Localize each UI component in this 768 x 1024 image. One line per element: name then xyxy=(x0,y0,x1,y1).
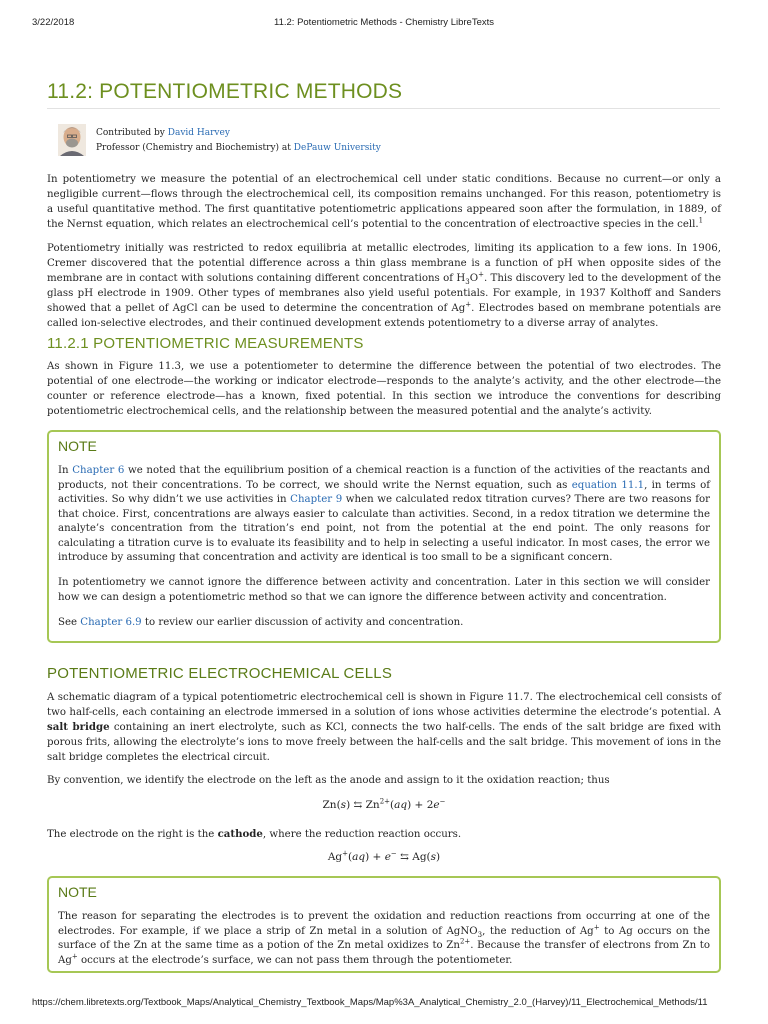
note-box-activities xyxy=(47,430,721,643)
note-paragraph: See Chapter 6.9 to review our earlier discussion of activity and concentration. xyxy=(58,617,464,628)
section-heading-cells: POTENTIOMETRIC ELECTROCHEMICAL CELLS xyxy=(47,665,393,682)
institution-link[interactable]: DePauw University xyxy=(293,143,381,153)
equation-11-1-link[interactable]: equation 11.1 xyxy=(571,479,645,491)
note-heading: NOTE xyxy=(58,438,97,454)
contributed-by-line: Contributed by David Harvey xyxy=(96,128,230,138)
chapter-6-link[interactable]: Chapter 6 xyxy=(72,465,125,476)
salt-bridge-term: salt bridge xyxy=(47,721,110,733)
chapter-6-9-link[interactable]: Chapter 6.9 xyxy=(80,617,142,628)
author-link[interactable]: David Harvey xyxy=(167,128,230,138)
measurements-paragraph: As shown in Figure 11.3, we use a potentiometer to determine the difference between the potential of two electrodes. The potential of one electrode—the working or indicator electrode—responds to the analyte’s activity, and the other electrode—the counter or reference electrode—has a known, fixed potential. In this section we introduce the conventions for describing potentiometric electrochemical cells, and the relationship between the measured potential and the analyte’s activity. xyxy=(47,361,721,417)
reduction-equation: Ag+(aq) + e− ⇆ Ag(s) xyxy=(327,849,441,863)
cells-paragraph: A schematic diagram of a typical potentiometric electrochemical cell is shown in Figure 11.7. The electrochemical cell consists of two half-cells, each containing an electrode immersed in a solution of ions whose activities determine the electrode’s potential. A salt bridge containing an inert electrolyte, such as KCl, connects the two half-cells. The ends of the salt bridge are fixed with porous frits, allowing the electrolyte’s ions to move freely between the half-cells and the salt bridge. This movement of ions in the salt bridge completes the electrical circuit. xyxy=(47,692,721,763)
note-paragraph: The reason for separating the electrodes is to prevent the oxidation and reduction reactions from occurring at one of the electrodes. For example, if we place a strip of Zn metal in a solution of AgNO$_3$, the reduction of Ag+ to Ag occurs on the surface of the Zn at the same time as a potion of the Zn metal oxidizes to $Zn^{2+}$. Because the transfer of electrons from Zn to Ag+ occurs at the electrode’s surface, we can not pass them through the potentiometer. xyxy=(58,911,710,966)
intro-paragraph-1: In potentiometry we measure the potential of an electrochemical cell under static conditions. Because no current—or only a negligible current—flows through the electrochemical cell, its composition remains unchanged. For this reason, potentiometry is a useful quantitative method. The first quantitative potentiometric applications appeared soon after the formulation, in 1889, of the Nernst equation, which relates an electrochemical cell’s potential to the concentration of electroactive species in the cell.$^1$ xyxy=(47,174,721,230)
note-box-separation xyxy=(47,876,721,973)
note-heading: NOTE xyxy=(58,884,97,900)
author-avatar xyxy=(58,124,86,156)
footnote-marker[interactable]: 1 xyxy=(698,216,704,225)
note-paragraph: In potentiometry we cannot ignore the difference between activity and concentration. Later in this section we will consider how we can design a potentiometric method so that we can ignore the difference between activity and concentration. xyxy=(58,577,710,603)
intro-paragraph-2: Potentiometry initially was restricted to redox equilibria at metallic electrodes, limiting its application to a few ions. In 1906, Cremer discovered that the potential difference across a thin glass membrane is a function of pH when opposite sides of the membrane are in contact with solutions containing different concentrations of $H_3O^+$. This discovery led to the development of the glass pH electrode in 1909. Other types of membranes also yield useful potentials. For example, in 1937 Kolthoff and Sanders showed that a pellet of AgCl can be used to determine the concentration of Ag+. Electrodes based on membrane potentials are called ion-selective electrodes, and their continued development extends potentiometry to a diverse array of analytes. xyxy=(47,243,721,329)
cathode-term: cathode xyxy=(217,828,263,840)
title-divider xyxy=(47,108,720,109)
page-title: 11.2: POTENTIOMETRIC METHODS xyxy=(47,80,403,103)
note-paragraph: In Chapter 6 we noted that the equilibrium position of a chemical reaction is a function of the activities of the reactants and products, not their concentrations. To be correct, we should write the Nernst equation, such as equation 11.1, in terms of activities. So why didn’t we use activities in Chapter 9 when we calculated redox titration curves? There are two reasons for that choice. First, concentrations are always easier to calculate than activities. Second, in a redox titration we determine the analyte’s concentration from the titration’s end point, not from the potential at the end point. The only reasons for calculating a titration curve is to evaluate its feasibility and to help in selecting a useful indicator. In most cases, the error we introduce by assuming that concentration and activity are identical is too small to be a significant concern. xyxy=(58,465,711,563)
cathode-paragraph: The electrode on the right is the cathode, where the reduction reaction occurs. xyxy=(47,828,462,840)
oxidation-equation: Zn(s) ⇆ $Zn^{2+}(aq) + 2e^-$ xyxy=(322,797,446,811)
anode-paragraph: By convention, we identify the electrode on the left as the anode and assign to it the oxidation reaction; thus xyxy=(47,775,610,786)
print-date: 3/22/2018 xyxy=(32,17,75,28)
print-page-title: 11.2: Potentiometric Methods - Chemistry LibreTexts xyxy=(274,17,494,28)
print-header xyxy=(0,17,768,31)
chapter-9-link[interactable]: Chapter 9 xyxy=(290,494,343,505)
section-heading-measurements: 11.2.1 POTENTIOMETRIC MEASUREMENTS xyxy=(47,335,364,352)
author-affiliation-line: Professor (Chemistry and Biochemistry) at DePauw University xyxy=(96,143,381,153)
page-url: https://chem.libretexts.org/Textbook_Maps/Analytical_Chemistry_Textbook_Maps/Map%3A_Analytical_Chemistry_2.0_(Harvey)/11_Electrochemical_Methods/11 xyxy=(32,997,708,1008)
